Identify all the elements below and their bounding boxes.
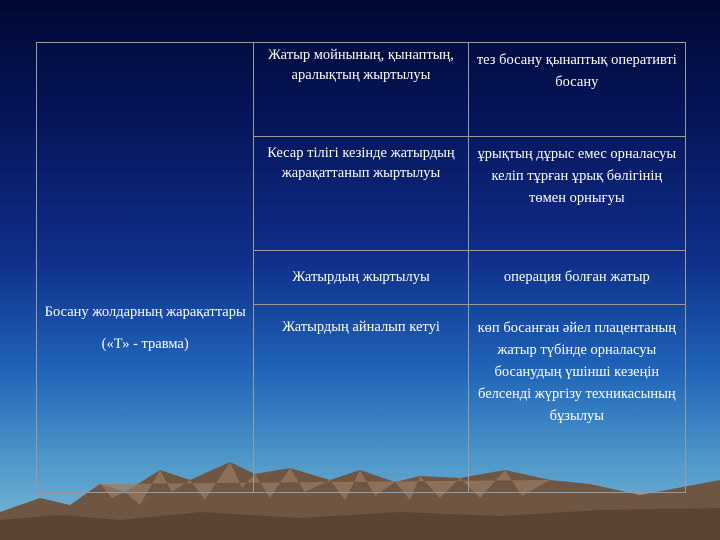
cause-cell: Жатыр мойнының, қынаптың, аралықтың жыртылуы xyxy=(254,43,468,137)
cause-cell: Жатырдың жыртылуы xyxy=(254,251,468,305)
factor-cell: ұрықтың дұрыс емес орналасуы келіп тұрған ұрық бөлігінің төмен орнығуы xyxy=(468,137,685,251)
category-title: Босану жолдарның жарақаттары xyxy=(44,303,246,320)
cause-cell: Кесар тілігі кезінде жатырдың жарақаттанып жыртылуы xyxy=(254,137,468,251)
injury-table xyxy=(36,42,686,493)
factor-cell: көп босанған әйел плацентаның жатыр түбінде орналасуы босанудың үшінші кезеңін белсенді жүргізу техникасының бұзылуы xyxy=(468,305,685,493)
table-row xyxy=(37,43,686,137)
factor-cell: тез босану қынаптық оперативті босану xyxy=(468,43,685,137)
left-category-cell xyxy=(37,43,254,493)
factor-cell: операция болған жатыр xyxy=(468,251,685,305)
category-subtitle: («Т» - травма) xyxy=(101,335,189,352)
cause-cell: Жатырдың айналып кетуі xyxy=(254,305,468,493)
